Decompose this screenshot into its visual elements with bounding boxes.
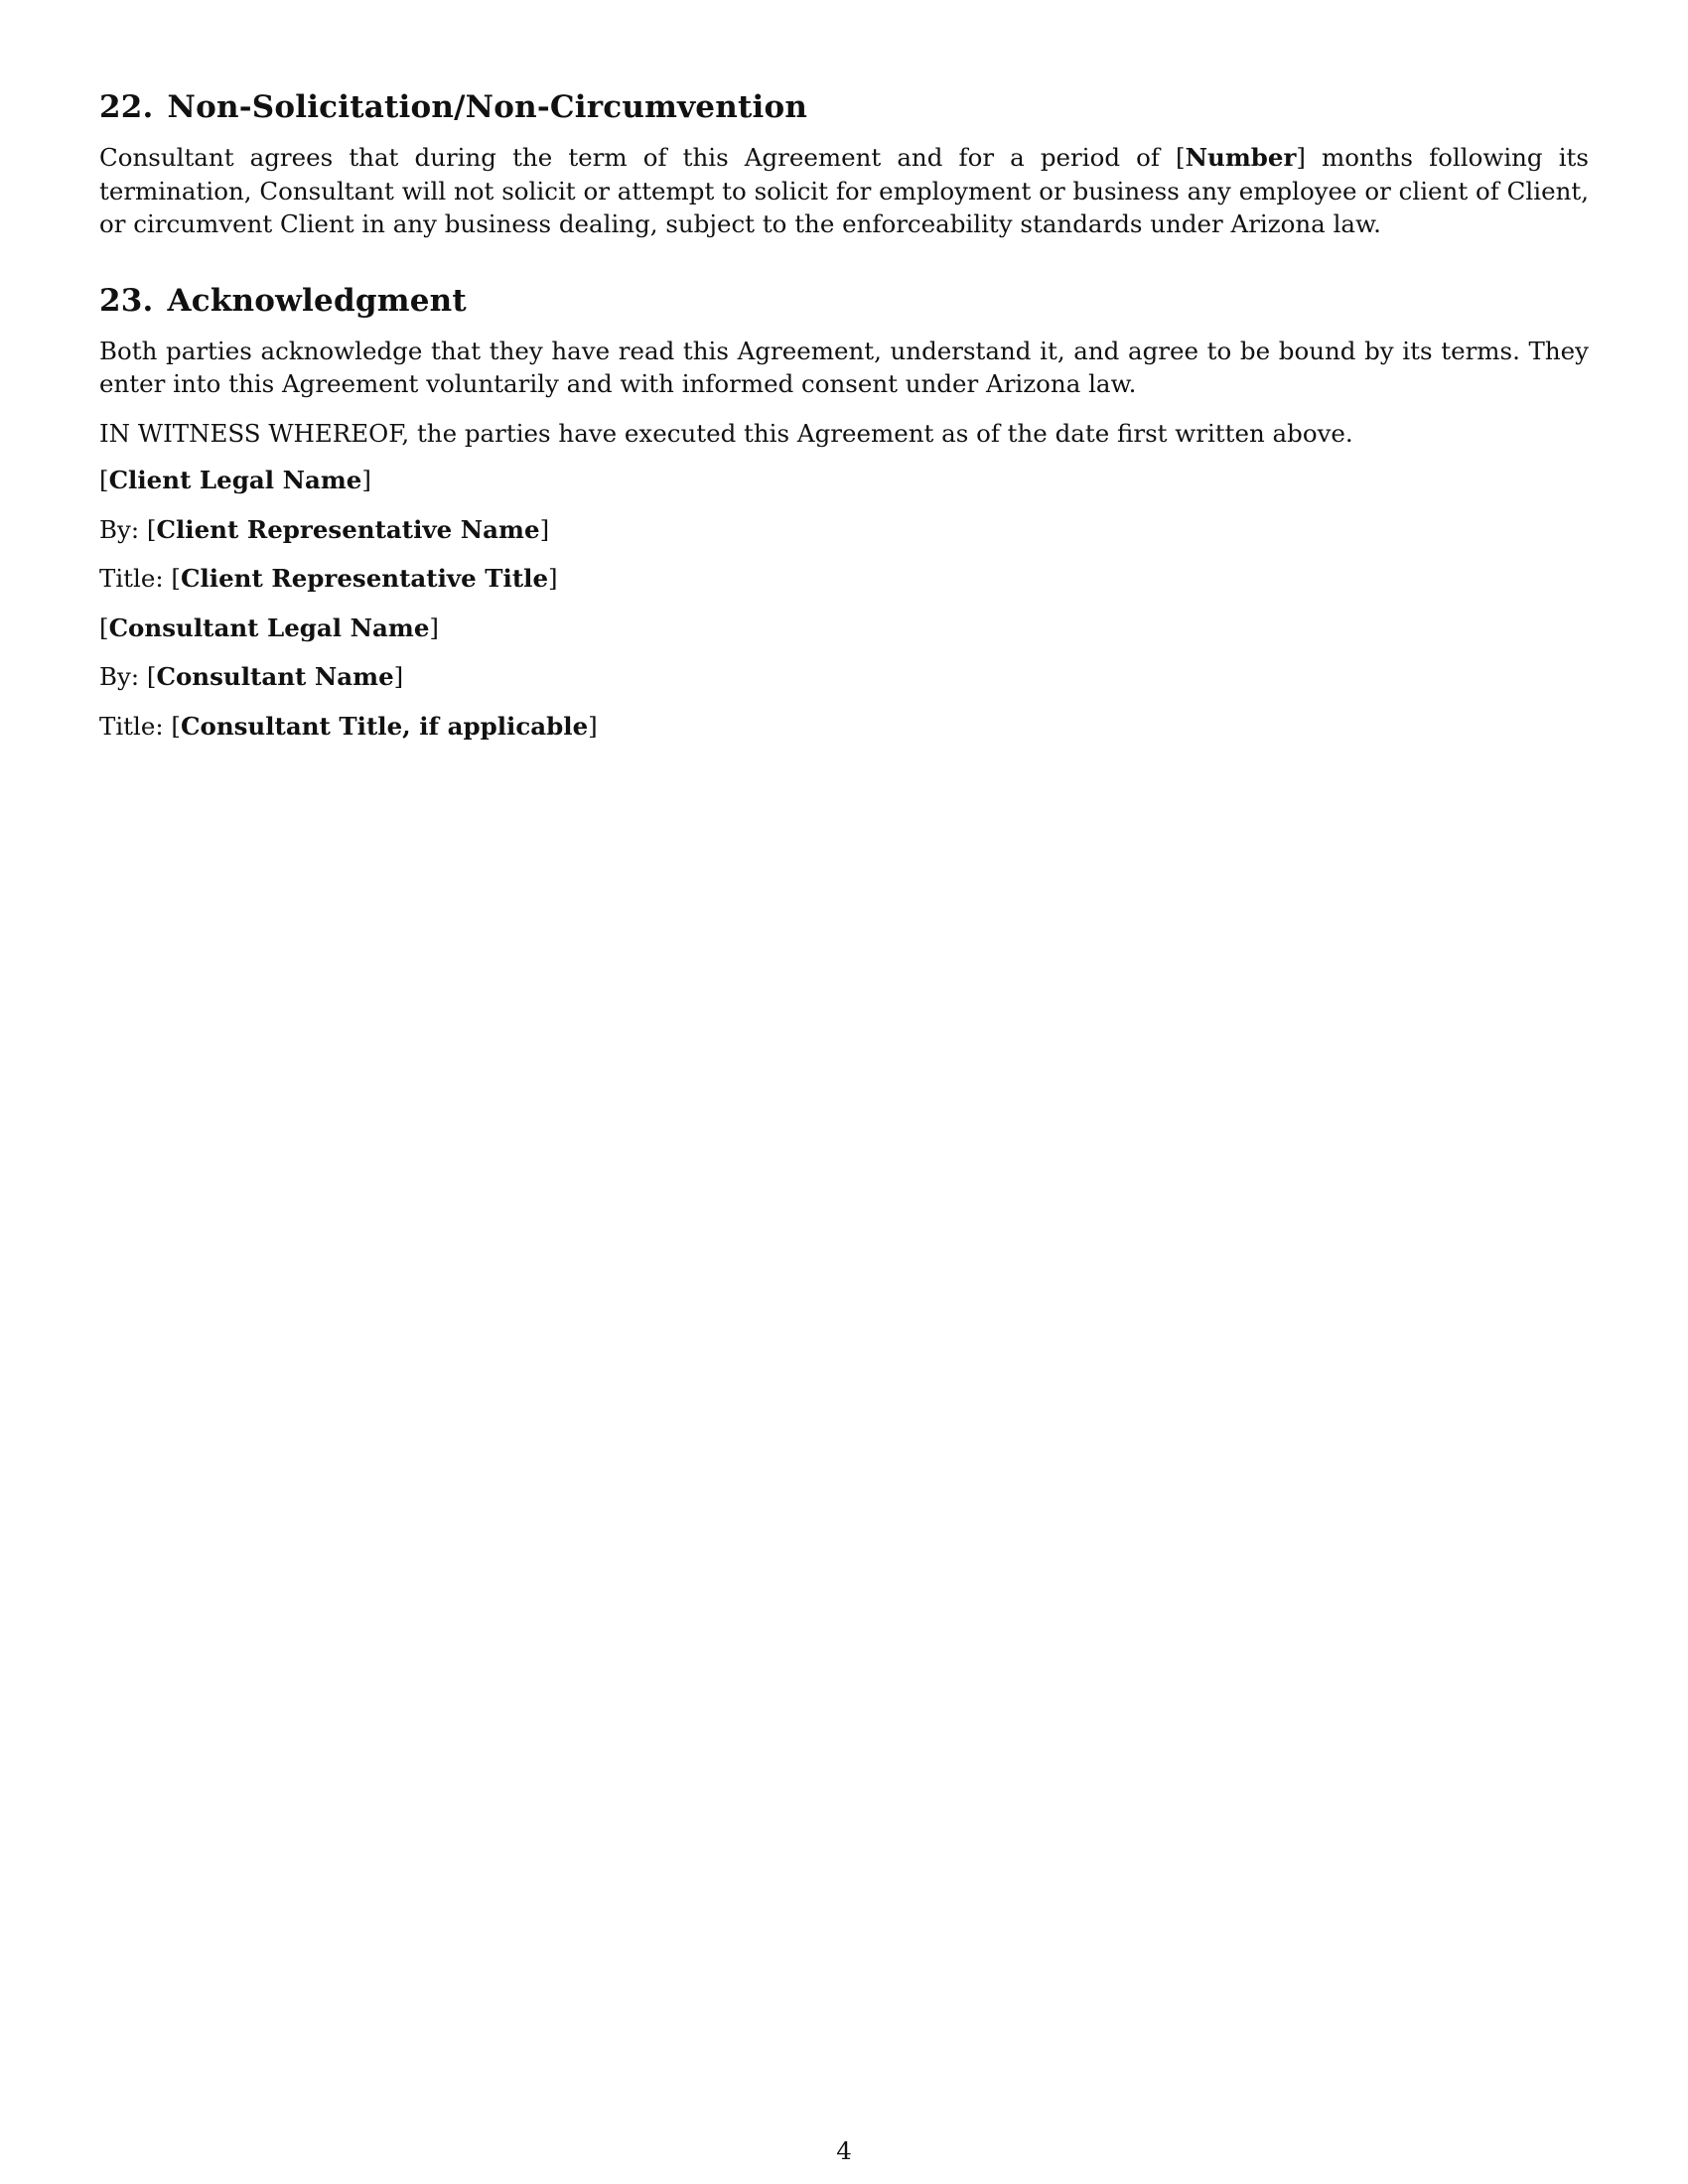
section-heading-23 xyxy=(99,281,1589,321)
paragraph-text-after: ] months following its termination, Consultant will not solicit or attempt to solicit for employment or business any employee or client of Client, or circumvent Client in any business dealing, subject to the enforceability standards under Arizona law. xyxy=(99,143,1589,238)
client-title-line: Title: [Client Representative Title] xyxy=(99,564,558,593)
client-legal-name-line: [Client Legal Name] xyxy=(99,466,371,494)
consultant-legal-name-placeholder: Consultant Legal Name xyxy=(108,613,430,642)
section-number: 22. xyxy=(99,89,154,125)
title-label: Title: xyxy=(99,564,164,593)
section-title: Acknowledgment xyxy=(167,282,467,319)
client-by-line: By: [Client Representative Name] xyxy=(99,514,550,544)
section-heading-22 xyxy=(99,87,1589,127)
client-legal-name-placeholder: Client Legal Name xyxy=(108,466,362,494)
client-representative-title-placeholder: Client Representative Title xyxy=(180,564,549,593)
non-solicitation-paragraph xyxy=(99,141,1589,241)
signature-block xyxy=(99,464,1589,743)
acknowledgment-paragraph: Both parties acknowledge that they have read this Agreement, understand it, and agree to be bound by its terms. They enter into this Agreement voluntarily and with informed consent under Arizona law. xyxy=(99,336,1589,398)
by-label: By: xyxy=(99,514,140,544)
section-number: 23. xyxy=(99,282,154,319)
consultant-title-placeholder: Consultant Title, if applicable xyxy=(180,711,589,741)
consultant-title-line: Title: [Consultant Title, if applicable] xyxy=(99,711,598,741)
number-placeholder: Number xyxy=(1185,143,1297,172)
consultant-legal-name-line: [Consultant Legal Name] xyxy=(99,613,439,642)
paragraph-text-before: Consultant agrees that during the term of this Agreement and for a period of [ xyxy=(99,143,1186,172)
page-number: 4 xyxy=(836,2136,852,2165)
consultant-by-line: By: [Consultant Name] xyxy=(99,662,404,691)
by-label: By: xyxy=(99,662,140,691)
client-representative-name-placeholder: Client Representative Name xyxy=(156,514,540,544)
witness-statement: IN WITNESS WHEREOF, the parties have executed this Agreement as of the date first written above. xyxy=(99,418,1353,448)
section-title: Non-Solicitation/Non-Circumvention xyxy=(167,89,808,125)
consultant-name-placeholder: Consultant Name xyxy=(156,662,394,691)
title-label: Title: xyxy=(99,711,164,741)
document-page xyxy=(99,87,1589,743)
